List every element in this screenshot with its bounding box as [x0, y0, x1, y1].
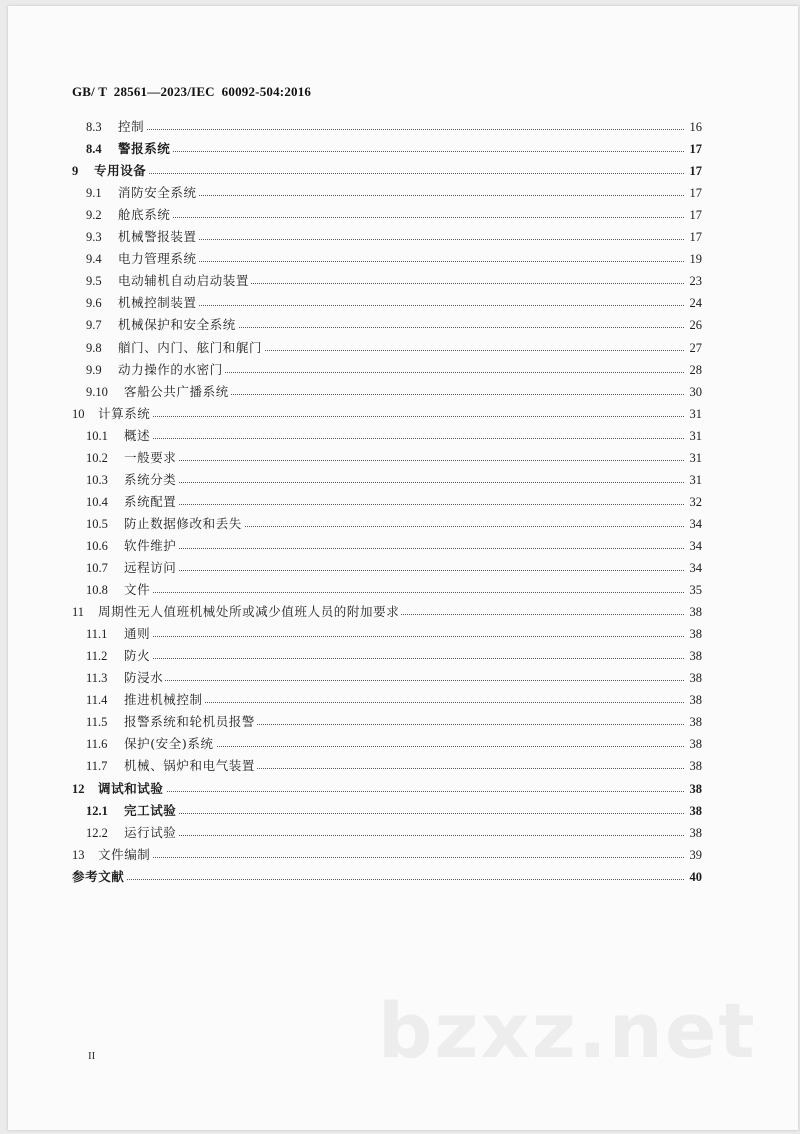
- toc-entry[interactable]: [0, 228, 800, 246]
- toc-entry-title: 机械警报装置: [118, 229, 197, 245]
- toc-entry-page: 40: [689, 869, 702, 884]
- toc-entry-title: 通则: [124, 626, 151, 642]
- toc-entry-title: 周期性无人值班机械处所或减少值班人员的附加要求: [98, 604, 400, 620]
- toc-entry-number: 10.7: [86, 561, 108, 575]
- toc-entry-number: 10.4: [86, 494, 108, 509]
- toc-dot-leader: [126, 195, 684, 196]
- toc-entry-number: 8.3: [86, 120, 102, 134]
- toc-entry-page: 38: [689, 715, 702, 730]
- toc-entry-number: 11.4: [86, 693, 108, 708]
- toc-dot-leader: [132, 482, 684, 483]
- toc-entry-title: 计算系统: [98, 405, 151, 421]
- toc-entry-title: 消防安全系统: [118, 185, 197, 201]
- toc-entry-title: 机械保护和安全系统: [118, 317, 236, 333]
- toc-entry-number: 11.7: [86, 759, 108, 774]
- toc-dot-leader: [132, 504, 684, 505]
- toc-dot-leader: [132, 548, 684, 549]
- toc-entry-number: 11.2: [86, 649, 108, 664]
- toc-entry[interactable]: [0, 118, 800, 136]
- toc-entry-number: 10.5: [86, 516, 108, 531]
- toc-entry[interactable]: [0, 824, 800, 842]
- toc-entry[interactable]: [0, 493, 800, 511]
- toc-entry-page: 35: [689, 583, 702, 598]
- toc-entry-number: 8.4: [86, 142, 102, 157]
- toc-entry-number: 9.1: [86, 186, 102, 201]
- toc-entry-page: 38: [689, 649, 702, 664]
- toc-entry-number: 11.1: [86, 627, 108, 642]
- toc-entry[interactable]: [0, 846, 800, 864]
- toc-entry-page: 30: [689, 384, 702, 399]
- toc-entry-page: 34: [689, 538, 702, 553]
- toc-entry-page: 38: [689, 803, 702, 818]
- toc-dot-leader: [132, 438, 684, 439]
- toc-entry[interactable]: [0, 427, 800, 445]
- toc-entry-title: 参考文献: [72, 868, 125, 884]
- toc-entry[interactable]: [0, 757, 800, 775]
- toc-entry-number: 10: [72, 406, 85, 421]
- toc-entry-page: 17: [689, 164, 702, 179]
- toc-entry-page: 23: [689, 274, 702, 289]
- toc-entry-title: 防浸水: [124, 670, 164, 686]
- toc-entry-number: 9.3: [86, 230, 102, 245]
- toc-entry[interactable]: [0, 537, 800, 555]
- toc-entry[interactable]: [0, 339, 800, 357]
- watermark-text: bzxz.net: [378, 986, 757, 1075]
- toc-entry-page: 17: [689, 186, 702, 201]
- toc-entry-page: 28: [689, 362, 702, 377]
- toc-entry-number: 13: [72, 847, 85, 862]
- toc-entry-number: 9.6: [86, 296, 102, 311]
- toc-entry-title: 客船公共广播系统: [124, 383, 229, 399]
- toc-entry-page: 34: [689, 516, 702, 531]
- toc-dot-leader: [132, 658, 684, 659]
- toc-entry-title: 专用设备: [94, 163, 147, 179]
- toc-entry[interactable]: [0, 206, 800, 224]
- toc-entry-title: 报警系统和轮机员报警: [124, 714, 256, 730]
- toc-entry-title: 保护(安全)系统: [124, 736, 214, 752]
- toc-entry-number: 9.9: [86, 362, 102, 377]
- toc-entry-title: 舱底系统: [118, 207, 171, 223]
- toc-entry-title: 文件编制: [98, 846, 151, 862]
- toc-entry-page: 38: [689, 737, 702, 752]
- toc-entry-number: 11: [72, 605, 85, 620]
- toc-entry[interactable]: [0, 868, 800, 886]
- toc-entry[interactable]: [0, 361, 800, 379]
- toc-entry-title: 电动辅机自动启动装置: [118, 273, 250, 289]
- document-id-header: GB/ T 28561—2023/IEC 60092-504:2016: [72, 84, 312, 99]
- toc-entry-page: 31: [689, 450, 702, 465]
- toc-entry-title: 文件: [124, 582, 151, 598]
- toc-dot-leader: [126, 261, 684, 262]
- toc-entry[interactable]: [0, 735, 800, 753]
- toc-dot-leader: [126, 151, 684, 152]
- toc-entry-title: 机械控制装置: [118, 295, 197, 311]
- toc-entry-number: 10.2: [86, 450, 108, 465]
- toc-entry-number: 11.6: [86, 737, 108, 752]
- toc-dot-leader: [132, 460, 684, 461]
- toc-entry[interactable]: [0, 316, 800, 334]
- toc-entry-title: 动力操作的水密门: [118, 361, 223, 377]
- toc-entry-title: 系统分类: [124, 471, 177, 487]
- toc-dot-leader: [132, 592, 684, 593]
- toc-entry-number: 9.5: [86, 274, 102, 289]
- toc-entry-page: 38: [689, 781, 702, 796]
- toc-entry-page: 38: [689, 759, 702, 774]
- toc-entry-title: 控制: [118, 119, 145, 134]
- toc-dot-leader: [106, 416, 684, 417]
- toc-dot-leader: [132, 702, 684, 703]
- toc-entry-page: 38: [689, 825, 702, 840]
- toc-entry-title: 完工试验: [124, 802, 177, 818]
- toc-entry[interactable]: [0, 802, 800, 820]
- toc-entry-page: 17: [689, 230, 702, 245]
- toc-entry-number: 9.4: [86, 252, 102, 267]
- toc-dot-leader: [126, 239, 684, 240]
- toc-entry-page: 26: [689, 318, 702, 333]
- toc-dot-leader: [132, 813, 684, 814]
- toc-entry-title: 运行试验: [124, 824, 177, 840]
- toc-entry-page: 31: [689, 406, 702, 421]
- page-number: II: [88, 1050, 96, 1062]
- toc-entry-page: 31: [689, 472, 702, 487]
- toc-entry-number: 10.8: [86, 583, 108, 598]
- toc-entry-title: 防止数据修改和丢失: [124, 515, 242, 531]
- toc-entry[interactable]: [0, 162, 800, 180]
- toc-entry-page: 17: [689, 208, 702, 223]
- toc-entry[interactable]: [0, 669, 800, 687]
- toc-dot-leader: [126, 305, 684, 306]
- toc-entry[interactable]: [0, 515, 800, 533]
- toc-entry[interactable]: [0, 625, 800, 643]
- toc-entry-title: 艏门、内门、舷门和艉门: [118, 339, 263, 355]
- toc-entry-number: 9: [72, 164, 79, 179]
- toc-entry[interactable]: [0, 647, 800, 665]
- toc-entry-number: 11.3: [86, 671, 108, 686]
- toc-entry[interactable]: [0, 184, 800, 202]
- toc-dot-leader: [102, 173, 684, 174]
- toc-entry-title: 防火: [124, 648, 151, 664]
- toc-dot-leader: [106, 857, 684, 858]
- toc-dot-leader: [80, 879, 684, 880]
- toc-entry-number: 10.6: [86, 538, 108, 553]
- toc-entry[interactable]: [0, 581, 800, 599]
- toc-entry-page: 38: [689, 605, 702, 620]
- toc-entry[interactable]: [0, 691, 800, 709]
- toc-entry-number: 10.1: [86, 428, 108, 443]
- toc-entry-page: 31: [689, 428, 702, 443]
- toc-entry-title: 一般要求: [124, 449, 177, 465]
- toc-entry-number: 12.2: [86, 825, 108, 840]
- toc-entry-page: 38: [689, 671, 702, 686]
- toc-entry-title: 软件维护: [124, 537, 177, 553]
- toc-entry[interactable]: [0, 713, 800, 731]
- toc-entry[interactable]: [0, 294, 800, 312]
- toc-entry[interactable]: [0, 272, 800, 290]
- toc-entry-title: 机械、锅炉和电气装置: [124, 758, 256, 774]
- toc-dot-leader: [126, 129, 684, 130]
- toc-dot-leader: [132, 636, 684, 637]
- toc-entry-page: 34: [689, 561, 702, 575]
- toc-entry-page: 39: [689, 847, 702, 862]
- toc-entry-number: 9.7: [86, 318, 102, 333]
- toc-entry-page: 19: [689, 252, 702, 267]
- toc-entry-page: 32: [689, 494, 702, 509]
- toc-entry-title: 推进机械控制: [124, 692, 203, 708]
- toc-dot-leader: [126, 217, 684, 218]
- toc-entry-page: 27: [689, 340, 702, 355]
- toc-entry[interactable]: [0, 383, 800, 401]
- toc-dot-leader: [132, 570, 684, 571]
- toc-entry-page: 38: [689, 693, 702, 708]
- toc-entry-number: 11.5: [86, 715, 108, 730]
- toc-entry-title: 系统配置: [124, 493, 177, 509]
- toc-entry[interactable]: [0, 140, 800, 158]
- toc-entry-number: 9.2: [86, 208, 102, 223]
- toc-entry[interactable]: [0, 471, 800, 489]
- toc-entry[interactable]: [0, 603, 800, 621]
- toc-entry[interactable]: [0, 559, 800, 577]
- toc-entry-title: 概述: [124, 427, 151, 443]
- toc-dot-leader: [106, 791, 684, 792]
- toc-entry-page: 16: [689, 120, 702, 134]
- toc-entry[interactable]: [0, 405, 800, 423]
- toc-entry-number: 9.10: [86, 384, 108, 399]
- toc-entry-title: 调试和试验: [98, 780, 164, 796]
- toc-entry[interactable]: [0, 250, 800, 268]
- toc-entry-page: 38: [689, 627, 702, 642]
- toc-entry-page: 24: [689, 296, 702, 311]
- toc-dot-leader: [132, 680, 684, 681]
- toc-entry[interactable]: [0, 780, 800, 798]
- toc-entry-number: 12: [72, 781, 85, 796]
- toc-entry-title: 警报系统: [118, 141, 171, 157]
- toc-entry-number: 9.8: [86, 340, 102, 355]
- toc-entry-page: 17: [689, 142, 702, 157]
- toc-entry-title: 电力管理系统: [118, 251, 197, 267]
- toc-entry-number: 12.1: [86, 803, 108, 818]
- toc-entry-title: 远程访问: [124, 560, 177, 575]
- toc-entry-number: 10.3: [86, 472, 108, 487]
- toc-entry[interactable]: [0, 449, 800, 467]
- toc-dot-leader: [132, 835, 684, 836]
